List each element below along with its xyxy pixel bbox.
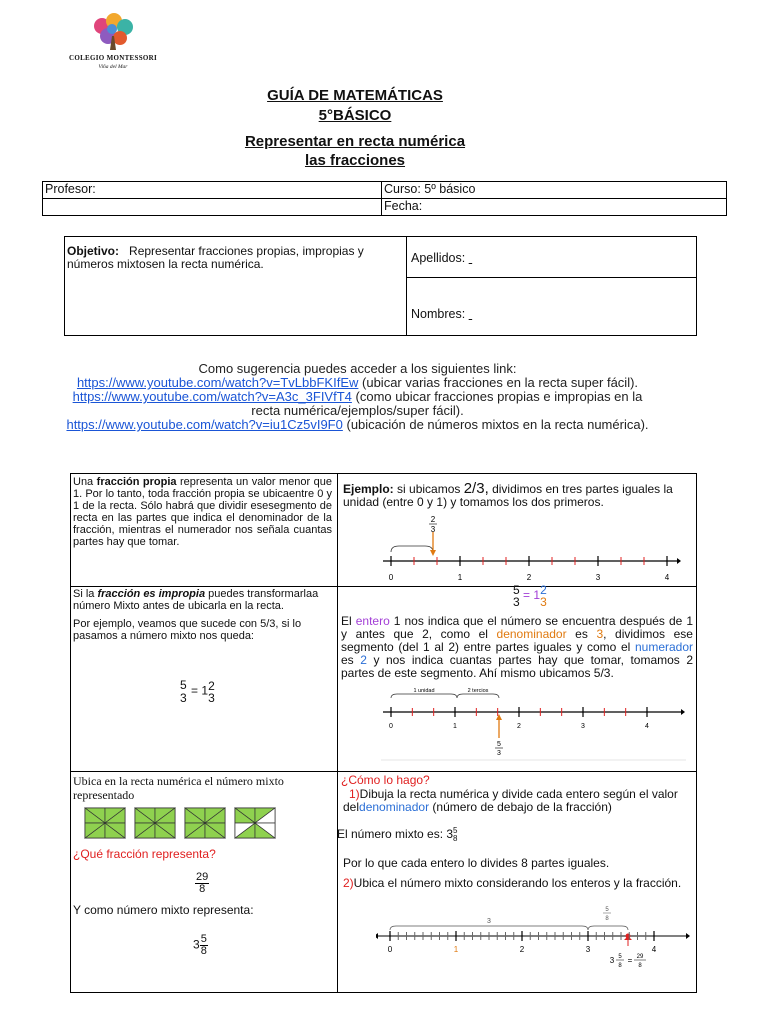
curso-field[interactable]: Curso: 5º básico	[382, 182, 727, 199]
tick-label: 1	[453, 945, 459, 954]
result-fden: 8	[638, 963, 642, 969]
tick-label: 4	[651, 945, 657, 954]
each-integer-text: Por lo que cada entero lo divides 8 partes iguales.	[343, 856, 610, 870]
brace-num: 5	[605, 907, 609, 913]
brace-den: 8	[605, 916, 609, 922]
marker-den-2: 3	[497, 750, 501, 757]
fraction-squares	[83, 806, 323, 845]
marker-num: 2	[430, 515, 436, 524]
fraction-29-8: $\frac{29}{8}$	[196, 871, 209, 895]
video-link-2[interactable]: https://www.youtube.com/watch?v=A3c_3FIVfT4	[72, 389, 352, 404]
proper-fraction-text: Una fracción propia representa un valor menor que 1. Por lo tanto, toda fracción propia se ubicaentre 0 y 1 de la recta. Sólo habrá que dividir esesegmento de recta en las partes que indica el denominador de la fracción, mientras el numerador nos señala cuantas partes hay que tomar.	[73, 476, 332, 548]
number-line-proper	[381, 514, 681, 584]
school-logo	[48, 12, 178, 74]
brace-3-label: 3	[487, 918, 491, 925]
mixed-is-text: El número mixto es: 3 5 8	[337, 826, 458, 843]
result-whole: 3	[609, 956, 615, 965]
tick-label: 0	[387, 945, 393, 954]
topic-title-line1: Representar en recta numérica	[244, 133, 466, 150]
labels-group-2	[389, 723, 649, 730]
result-eq: =	[627, 956, 633, 965]
lesson-table	[70, 473, 697, 993]
labels-group-1	[389, 573, 670, 582]
improper-equation-colored: 5 3 = 1 2 3	[513, 583, 547, 609]
unidad-label: 1 unidad	[413, 688, 435, 694]
how-title: ¿Cómo lo hago?	[341, 773, 430, 787]
tick-label: 4	[664, 573, 670, 582]
result-num: 5	[618, 954, 622, 960]
tick-label: 2	[517, 723, 521, 730]
tick-label: 2	[526, 573, 532, 582]
profesor-field[interactable]: Profesor:	[43, 182, 382, 199]
result-fnum: 29	[636, 954, 644, 960]
nombres-field[interactable]: Nombres:	[411, 307, 466, 321]
topic-title-line2: las fracciones	[304, 152, 406, 169]
objective-box	[64, 236, 697, 336]
labels-group-3	[388, 945, 657, 954]
fecha-field[interactable]: Fecha:	[382, 199, 727, 216]
video-link-1[interactable]: https://www.youtube.com/watch?v=TvLbbFKIfEw	[76, 375, 359, 390]
marker-den: 3	[430, 525, 436, 534]
improper-equation: 5 3 = 1 2 3	[180, 678, 215, 705]
grid-squares-image	[83, 806, 323, 840]
school-name: COLEGIO MONTESSORI	[68, 54, 158, 62]
tick-label: 1	[457, 573, 463, 582]
number-line-mixed	[376, 902, 694, 972]
suggested-links: Como sugerencia puedes acceder a los siguientes link: https://www.youtube.com/watch?v=TvLbbFKIfEw (ubicar varias fracciones en la recta super fácil). https://www.youtube.com/watch?v=A3c_3FIVfT4 (como ubicar fracciones propias e impropias en la recta numérica/ejemplos/super fácil). https://www.youtube.com/watch?v=iu1Cz5vI9F0 (ubicación de números mixtos en la recta numérica).	[66, 361, 649, 432]
mixed-text: Y como número mixto representa:	[73, 903, 254, 917]
school-city: Viña del Mar	[98, 64, 128, 70]
tick-label: 0	[389, 723, 393, 730]
number-line-improper	[381, 686, 691, 766]
objective-text: Objetivo: Representar fracciones propias, impropias y números mixtosen la recta numérica.	[65, 237, 407, 335]
apellidos-field[interactable]: Apellidos:	[411, 251, 466, 265]
video-link-3[interactable]: https://www.youtube.com/watch?v=iu1Cz5vI9F0	[66, 417, 343, 432]
info-table	[42, 181, 727, 216]
improper-explanation: El entero 1 nos indica que el número se encuentra después de 1 y antes que 2, como el denominador es 3, dividimos ese segmento (del 1 al 2) entre partes iguales y como el numerador es 2 y nos indica cuantas partes hay que tomar, tomamos 2 partes de este segmento. Ahí mismo ubicamos 5/3.	[341, 614, 694, 680]
improper-fraction-text: Si la fracción es impropia puedes transformarlaa número Mixto antes de ubicarla en la recta. Por ejemplo, veamos que sucede con 5/3, si lo pasamos a número mixto nos queda:	[73, 588, 319, 642]
fraction-square	[85, 808, 125, 838]
guide-title: GUÍA DE MATEMÁTICAS	[267, 87, 443, 104]
tick-label: 3	[585, 945, 591, 954]
tree-icon	[88, 12, 138, 52]
tick-label: 3	[595, 573, 601, 582]
tick-label: 3	[581, 723, 585, 730]
mixed-number-task: Ubica en la recta numérica el número mixto representado	[73, 774, 284, 802]
tick-label: 4	[645, 723, 649, 730]
grade-title: 5°BÁSICO	[318, 107, 392, 124]
marker-num-2: 5	[497, 741, 501, 748]
fraction-square	[185, 808, 225, 838]
step1-text: 1)Dibuja la recta numérica y divide cada entero según el valor deldenominador (número de debajo de la fracción)	[343, 787, 678, 814]
fraction-square	[135, 808, 175, 838]
tick-label: 2	[519, 945, 525, 954]
question-text: ¿Qué fracción representa?	[73, 847, 216, 861]
tick-label: 1	[453, 723, 457, 730]
example-text: Ejemplo: si ubicamos 2/3, dividimos en tres partes iguales la unidad (entre 0 y 1) y tomamos los dos primeros.	[343, 480, 673, 509]
result-den: 8	[618, 963, 622, 969]
empty-cell	[43, 199, 382, 216]
tercios-label: 2 tercios	[467, 688, 489, 694]
step2-text: 2)Ubica el número mixto considerando los enteros y la fracción.	[343, 876, 682, 890]
fraction-square	[235, 808, 275, 838]
mixed-3-5-8: 3 $\frac{5}{8}$	[193, 933, 207, 957]
tick-label: 0	[388, 573, 394, 582]
